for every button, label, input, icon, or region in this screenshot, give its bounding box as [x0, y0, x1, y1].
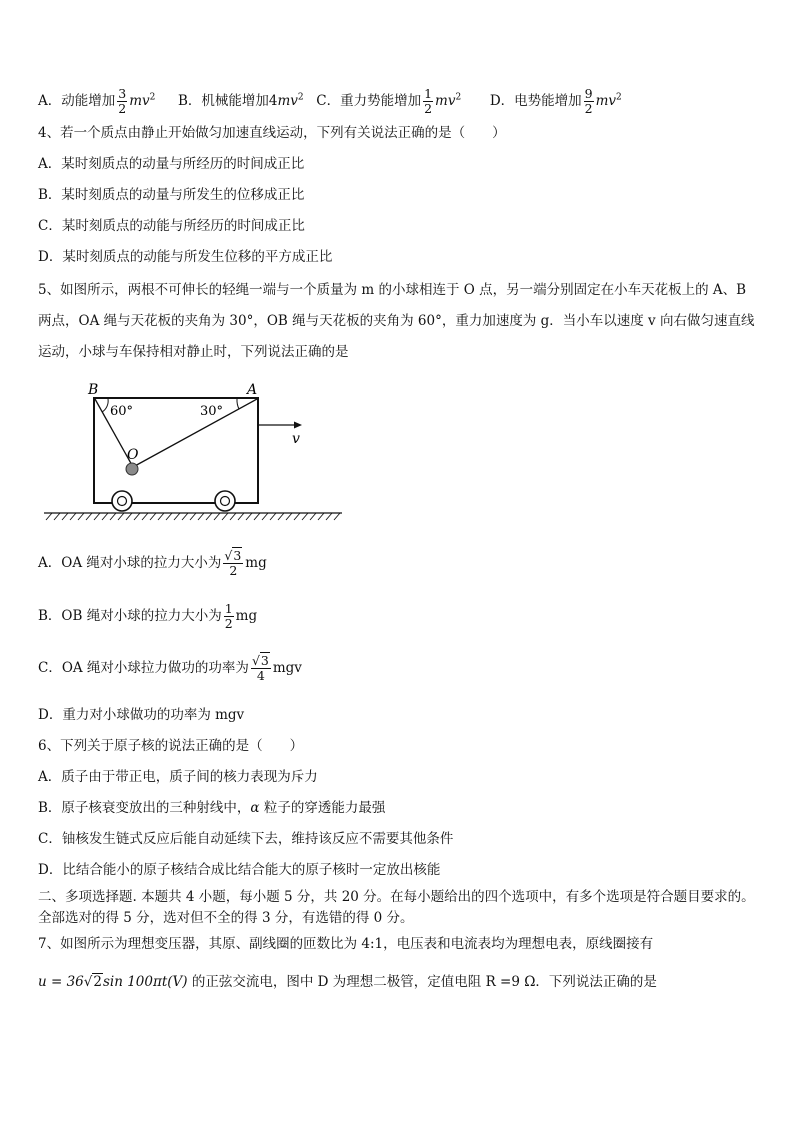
q3-options-row [38, 84, 622, 116]
q4-option-b: B．某时刻质点的动量与所发生的位移成正比 [38, 187, 305, 203]
angle-arc-a [237, 399, 239, 409]
q5-option-d: D．重力对小球做功的功率为 mgv [38, 707, 245, 723]
q7-formula-mid: sin 100πt(V) [102, 974, 188, 990]
ground-hatching [46, 513, 340, 520]
q5-stem-line1: 5、如图所示，两根不可伸长的轻绳一端与一个质量为 m 的小球相连于 O 点，另一端分别固定在小车天花板上的 A、B [38, 282, 747, 298]
q6-option-c: C．铀核发生链式反应后能自动延续下去，维持该反应不需要其他条件 [38, 831, 454, 847]
label-velocity: v [292, 431, 300, 447]
q5-stem-line3: 运动，小球与车保持相对静止时，下列说法正确的是 [38, 344, 349, 360]
q7-stem-line1: 7、如图所示为理想变压器，其原、副线圈的匝数比为 4:1，电压表和电流表均为理想电表，原线圈接有 [38, 936, 654, 952]
q3-option-b: B．机械能增加$4mv^2$ [177, 92, 304, 109]
q5-stem-line2: 两点，OA 绳与天花板的夹角为 30°，OB 绳与天花板的夹角为 60°，重力加速度为 g．当小车以速度 v 向右做匀速直线 [38, 313, 755, 329]
q6-option-a: A．质子由于带正电，质子间的核力表现为斥力 [38, 769, 318, 785]
q7-stem-line2: u = 36√2sin 100πt(V) 的正弦交流电，图中 D 为理想二极管，定值电阻 R =9 Ω．下列说法正确的是 [38, 969, 657, 995]
section2-header-line2: 全部选对的得 5 分，选对但不全的得 3 分，有选错的得 0 分。 [38, 910, 414, 926]
q6-stem: 6、下列关于原子核的说法正确的是（ ） [38, 738, 304, 754]
q6-option-d: D．比结合能小的原子核结合成比结合能大的原子核时一定放出核能 [38, 862, 441, 878]
velocity-arrowhead [294, 422, 302, 429]
wheel-right [215, 491, 235, 511]
label-angle-60: 60° [110, 404, 134, 419]
label-o: O [127, 447, 139, 463]
q5-option-a: A．OA 绳对小球的拉力大小为 $\frac{√3}{2}$ mg [38, 548, 267, 578]
q4-option-d: D．某时刻质点的动能与所发生位移的平方成正比 [38, 249, 333, 265]
q3-option-c: C．重力势能增加 $\frac{1}{2}$ $mv^2$ [316, 85, 462, 116]
q7-formula-prefix: u = 36 [38, 974, 84, 990]
q6-option-b: B．原子核衰变放出的三种射线中，α 粒子的穿透能力最强 [38, 800, 386, 816]
section2-header-line1: 二、多项选择题. 本题共 4 小题，每小题 5 分，共 20 分。在每小题给出的四个选项中，有多个选项是符合题目要求的。 [38, 889, 755, 905]
label-b: B [88, 382, 99, 398]
q4-stem: 4、若一个质点由静止开始做匀加速直线运动，下列有关说法正确的是（ ） [38, 125, 506, 141]
wheel-left [112, 491, 132, 511]
angle-arc-b [102, 399, 108, 412]
ball [126, 463, 138, 475]
q4-option-c: C．某时刻质点的动能与所经历的时间成正比 [38, 218, 305, 234]
q7-formula-root: √2 [83, 974, 102, 990]
q5-option-c: C．OA 绳对小球拉力做功的功率为 $\frac{√3}{4}$ mgv [38, 653, 302, 683]
q5-option-b: B．OB 绳对小球的拉力大小为 $\frac{1}{2}$ mg [38, 601, 258, 631]
label-a: A [247, 382, 258, 398]
q3-option-d: D．电势能增加 $\frac{9}{2}$ $mv^2$ [489, 85, 622, 116]
q4-option-a: A．某时刻质点的动量与所经历的时间成正比 [38, 156, 305, 172]
rope-oa [133, 399, 257, 467]
q5-cart-figure [40, 375, 350, 525]
label-angle-30: 30° [200, 404, 224, 419]
q3-option-a: A．动能增加 $\frac{3}{2}$ $mv^2$ [38, 85, 156, 116]
